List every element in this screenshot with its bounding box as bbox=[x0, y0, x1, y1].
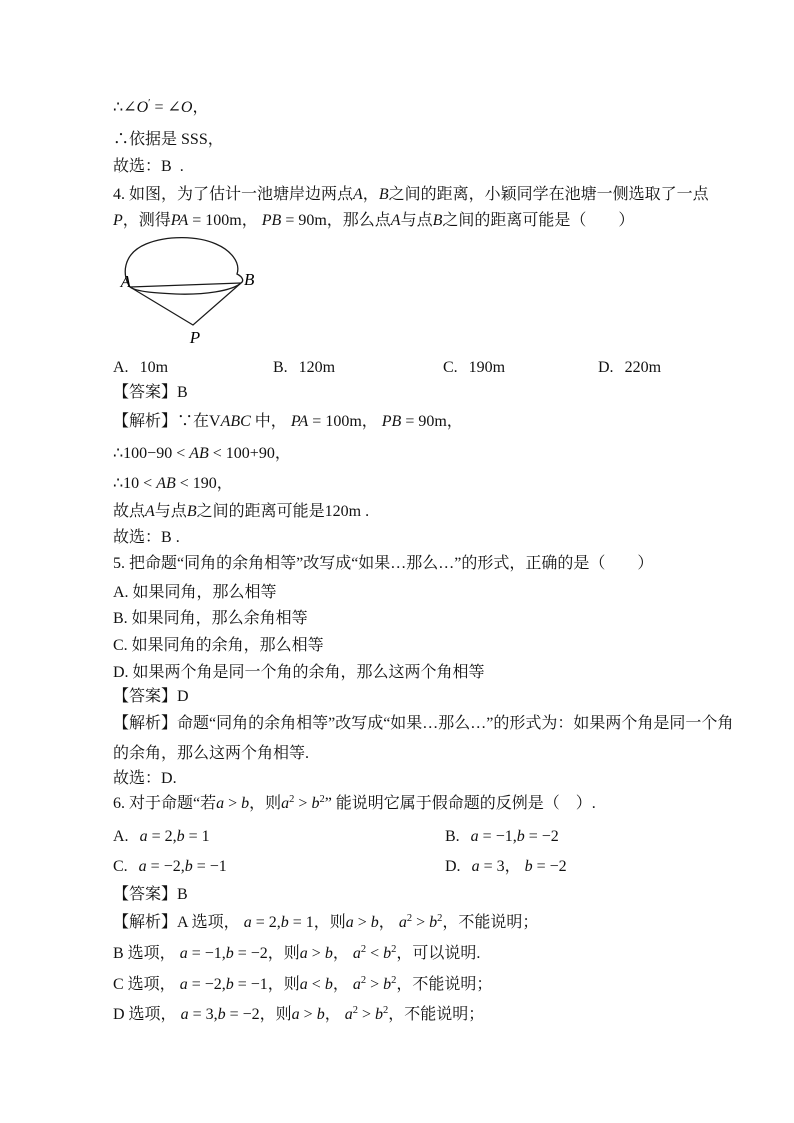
text-segment: b bbox=[225, 945, 234, 962]
text-segment: a bbox=[139, 828, 148, 845]
text-segment: ，测得 bbox=[122, 212, 171, 229]
text-segment: a bbox=[345, 914, 354, 931]
text-segment: PB bbox=[381, 413, 402, 430]
text-segment: ，则 bbox=[267, 945, 300, 962]
text-segment: 2 bbox=[352, 1005, 358, 1016]
text-segment: 2 bbox=[406, 913, 413, 924]
option-letter: D. bbox=[445, 858, 461, 875]
text-segment: b bbox=[370, 914, 379, 931]
text-segment: b bbox=[184, 858, 193, 875]
text-segment: ， bbox=[332, 976, 353, 993]
option-value bbox=[140, 828, 210, 845]
text-segment: 之间的距离可能是（ ） bbox=[442, 212, 635, 229]
option-value: 190m bbox=[468, 359, 506, 376]
text-segment: B bbox=[378, 186, 389, 203]
text-segment: D bbox=[161, 770, 173, 787]
text-segment: ，不能说明； bbox=[442, 914, 539, 931]
option-letter: A. bbox=[113, 359, 129, 376]
line-q4-analysis-3 bbox=[113, 473, 233, 495]
text-segment: < bbox=[307, 976, 325, 993]
text-segment: = −1 bbox=[192, 858, 227, 875]
text-segment: = −1, bbox=[478, 828, 517, 845]
text-segment: PA bbox=[290, 413, 309, 430]
line-q3-conclusion-angle bbox=[113, 97, 208, 121]
text-segment: 6. 对于命题“若 bbox=[113, 795, 217, 812]
text-segment: ，不能说明； bbox=[396, 976, 493, 993]
text-segment: 120m bbox=[324, 503, 362, 520]
text-segment: B bbox=[432, 212, 443, 229]
line-q5-analysis-2 bbox=[113, 743, 309, 765]
line-q5-choice bbox=[113, 768, 177, 790]
q4-option-c bbox=[443, 357, 505, 379]
option-letter: A. bbox=[113, 828, 129, 845]
text-segment: P bbox=[113, 212, 123, 229]
text-segment: b bbox=[217, 1006, 226, 1023]
text-segment: . bbox=[171, 529, 180, 546]
text-segment: > bbox=[307, 945, 325, 962]
text-segment: > bbox=[294, 795, 312, 812]
line-q4-answer bbox=[113, 382, 188, 404]
text-segment: ， bbox=[332, 945, 353, 962]
option-value: 220m bbox=[624, 359, 662, 376]
line-q6-analysis-d bbox=[113, 1004, 484, 1028]
line-q6-answer bbox=[113, 884, 188, 906]
text-segment: B bbox=[177, 886, 188, 903]
text-segment: < bbox=[366, 945, 384, 962]
text-segment: B bbox=[161, 529, 172, 546]
line-q5-option-d bbox=[113, 662, 485, 684]
text-segment: B bbox=[177, 384, 188, 401]
figure-label-a: A bbox=[120, 272, 131, 291]
text-segment: a bbox=[180, 1006, 189, 1023]
q6-option-b bbox=[445, 826, 559, 848]
text-segment: ，可以说明. bbox=[396, 945, 481, 962]
text-segment: ，不能说明； bbox=[388, 1006, 485, 1023]
option-value: 120m bbox=[298, 359, 336, 376]
text-segment: D 选项， bbox=[113, 1006, 181, 1023]
text-segment: 中， bbox=[250, 413, 291, 430]
text-segment: ，则 bbox=[249, 795, 282, 812]
text-segment: b bbox=[383, 945, 392, 962]
text-segment: a bbox=[243, 914, 252, 931]
text-segment: a bbox=[344, 1006, 353, 1023]
text-segment: = 1 bbox=[184, 828, 210, 845]
text-segment: ′ bbox=[148, 98, 151, 109]
text-segment: . bbox=[171, 158, 184, 175]
text-segment: > bbox=[357, 1006, 375, 1023]
text-segment: ， bbox=[192, 99, 209, 116]
text-segment: C 选项， bbox=[113, 976, 180, 993]
text-segment: ， bbox=[216, 475, 233, 492]
text-segment: = −1, bbox=[187, 945, 226, 962]
line-q4-choice bbox=[113, 527, 180, 549]
text-segment: a bbox=[299, 945, 308, 962]
text-segment: ， bbox=[274, 445, 291, 462]
text-segment: a bbox=[291, 1006, 300, 1023]
text-segment: = −2 bbox=[524, 828, 559, 845]
text-segment: 【答案】 bbox=[113, 886, 178, 903]
text-segment: ， bbox=[446, 413, 463, 430]
q6-option-c bbox=[113, 856, 227, 878]
q4-option-d bbox=[598, 357, 661, 379]
text-segment: 2 bbox=[360, 975, 367, 986]
figure-label-p: P bbox=[189, 328, 201, 347]
option-value bbox=[472, 858, 567, 875]
text-segment: b bbox=[516, 828, 525, 845]
text-segment: a bbox=[470, 828, 479, 845]
text-segment: b bbox=[176, 828, 185, 845]
text-segment: = ∠ bbox=[150, 99, 181, 116]
text-segment: ∴∠ bbox=[113, 99, 137, 116]
text-segment: a bbox=[281, 795, 290, 812]
option-letter: D. bbox=[598, 359, 614, 376]
text-segment: 与点 bbox=[154, 503, 187, 520]
line-q4-analysis-4 bbox=[113, 501, 369, 523]
text-segment: 4. 如图，为了估计一池塘岸边两点 bbox=[113, 186, 354, 203]
text-segment: a bbox=[398, 914, 407, 931]
text-segment: 故点 bbox=[113, 503, 146, 520]
text-segment: 故选： bbox=[113, 529, 162, 546]
line-q3-choice bbox=[113, 156, 184, 178]
text-segment: 2 bbox=[391, 975, 397, 986]
line-q4-analysis-2 bbox=[113, 443, 291, 465]
text-segment: B bbox=[161, 158, 172, 175]
text-segment: = 100m bbox=[308, 413, 362, 430]
text-segment: 故选： bbox=[113, 158, 162, 175]
text-segment: ， bbox=[362, 186, 379, 203]
line-q4-stem-1 bbox=[113, 184, 709, 206]
text-segment: A bbox=[390, 212, 401, 229]
text-segment: = −2 bbox=[532, 858, 567, 875]
text-segment: a bbox=[179, 976, 188, 993]
text-segment: ，则 bbox=[259, 1006, 292, 1023]
option-letter: C. bbox=[113, 858, 128, 875]
text-segment: < 100+90 bbox=[208, 445, 275, 462]
line-q3-conclusion-basis bbox=[113, 129, 224, 151]
text-segment: ， bbox=[324, 1006, 345, 1023]
text-segment: > bbox=[366, 976, 384, 993]
text-segment: 之间的距离，小颖同学在池塘一侧选取了一点 bbox=[388, 186, 709, 203]
text-segment: b bbox=[311, 795, 320, 812]
option-letter: B. bbox=[445, 828, 460, 845]
text-segment: 【答案】 bbox=[113, 384, 178, 401]
text-segment: D bbox=[177, 688, 189, 705]
line-q5-option-b bbox=[113, 608, 308, 630]
text-segment: ，则 bbox=[267, 976, 300, 993]
q6-option-a bbox=[113, 826, 210, 848]
text-segment: = 2, bbox=[251, 914, 281, 931]
text-segment: ∴依据是 bbox=[113, 131, 182, 148]
text-segment: AB bbox=[189, 445, 209, 462]
line-q6-analysis-b bbox=[113, 943, 480, 967]
text-segment: b bbox=[524, 858, 533, 875]
text-segment: 2 bbox=[391, 944, 397, 955]
text-segment: = −2, bbox=[187, 976, 226, 993]
text-segment: 2 bbox=[360, 944, 367, 955]
line-q6-analysis-a bbox=[113, 912, 538, 936]
line-q4-analysis-1 bbox=[113, 411, 463, 433]
text-segment: ABC bbox=[220, 413, 251, 430]
line-q5-stem bbox=[113, 553, 653, 575]
text-segment: b bbox=[280, 914, 289, 931]
line-q5-option-c bbox=[113, 635, 324, 657]
text-segment: ， bbox=[241, 212, 262, 229]
text-segment: 2 bbox=[437, 913, 443, 924]
q4-option-b bbox=[273, 357, 335, 379]
text-segment: a bbox=[299, 976, 308, 993]
text-segment: 5. 把命题“同角的余角相等”改写成“如果…那么…”的形式，正确的是（ ） bbox=[113, 555, 654, 572]
text-segment: a bbox=[138, 858, 147, 875]
line-q4-stem-2 bbox=[113, 210, 634, 232]
text-segment: A. 如果同角，那么相等 bbox=[113, 584, 277, 601]
text-segment: = −1 bbox=[233, 976, 268, 993]
line-q5-answer bbox=[113, 686, 189, 708]
text-segment: a bbox=[216, 795, 225, 812]
text-segment: 【答案】 bbox=[113, 688, 178, 705]
line-q6-stem bbox=[113, 793, 596, 817]
text-segment: B 选项， bbox=[113, 945, 180, 962]
text-segment: PA bbox=[170, 212, 189, 229]
text-segment: = −2 bbox=[225, 1006, 260, 1023]
text-segment: 与点 bbox=[400, 212, 433, 229]
text-segment: = 1 bbox=[288, 914, 314, 931]
text-segment: = 3， bbox=[479, 858, 525, 875]
text-segment: SSS bbox=[181, 131, 208, 148]
text-segment: = 90m bbox=[281, 212, 327, 229]
line-q6-analysis-c bbox=[113, 974, 492, 998]
text-segment: a bbox=[179, 945, 188, 962]
q4-option-a bbox=[113, 357, 168, 379]
text-segment: > bbox=[412, 914, 430, 931]
text-segment: > bbox=[224, 795, 242, 812]
option-letter: C. bbox=[443, 359, 458, 376]
text-segment: b bbox=[383, 976, 392, 993]
text-segment: A bbox=[353, 186, 363, 203]
text-segment: PB bbox=[261, 212, 282, 229]
text-segment: ， bbox=[361, 413, 382, 430]
text-segment: = −2, bbox=[146, 858, 185, 875]
text-segment: O bbox=[136, 99, 149, 116]
text-segment: b bbox=[225, 976, 234, 993]
text-segment: = 90m bbox=[401, 413, 447, 430]
text-segment: B bbox=[186, 503, 197, 520]
text-segment: b bbox=[374, 1006, 383, 1023]
text-segment: = 100m bbox=[188, 212, 242, 229]
option-value bbox=[139, 858, 227, 875]
figure-label-b: B bbox=[244, 270, 255, 289]
measure-triangle-lines bbox=[130, 283, 241, 325]
text-segment: 2 bbox=[382, 1005, 389, 1016]
text-segment: ， bbox=[378, 914, 399, 931]
line-q5-analysis-1 bbox=[113, 713, 733, 735]
text-segment: ，那么点 bbox=[326, 212, 391, 229]
text-segment: 【解析】A 选项， bbox=[113, 914, 244, 931]
text-segment: ， bbox=[207, 131, 224, 148]
text-segment: 【解析】∵在 bbox=[113, 413, 210, 430]
text-segment: = 2, bbox=[147, 828, 177, 845]
text-segment: ∴10 < bbox=[113, 475, 157, 492]
text-segment: b bbox=[429, 914, 438, 931]
text-segment: 【解析】命题“同角的余角相等”改写成“如果…那么…”的形式为：如果两个角是同一个角 bbox=[113, 715, 734, 732]
text-segment: ” 能说明它属于假命题的反例是（ ）. bbox=[324, 795, 596, 812]
line-q5-option-a bbox=[113, 582, 277, 604]
text-segment: O bbox=[180, 99, 193, 116]
text-segment: V bbox=[209, 413, 221, 430]
text-segment: < 190 bbox=[175, 475, 217, 492]
text-segment: a bbox=[471, 858, 480, 875]
option-value: 10m bbox=[139, 359, 169, 376]
text-segment: ∴100−90 < bbox=[113, 445, 190, 462]
text-segment: = 3, bbox=[188, 1006, 218, 1023]
pond-figure bbox=[100, 236, 260, 348]
text-segment: 2 bbox=[319, 794, 325, 805]
pond-outline bbox=[125, 238, 242, 295]
text-segment: AB bbox=[156, 475, 176, 492]
text-segment: B. 如果同角，那么余角相等 bbox=[113, 610, 308, 627]
text-segment: b bbox=[316, 1006, 325, 1023]
text-segment: A bbox=[145, 503, 155, 520]
text-segment: C. 如果同角的余角，那么相等 bbox=[113, 637, 324, 654]
q6-option-d bbox=[445, 856, 567, 878]
text-segment: = −2 bbox=[233, 945, 268, 962]
text-segment: 2 bbox=[289, 794, 295, 805]
text-segment: 的余角，那么这两个角相等. bbox=[113, 745, 310, 762]
text-segment: 故选： bbox=[113, 770, 162, 787]
text-segment: > bbox=[353, 914, 371, 931]
option-value bbox=[471, 828, 559, 845]
text-segment: b bbox=[241, 795, 250, 812]
text-segment: 之间的距离可能是 bbox=[196, 503, 325, 520]
text-segment: . bbox=[172, 770, 177, 787]
text-segment: ，则 bbox=[313, 914, 346, 931]
text-segment: > bbox=[299, 1006, 317, 1023]
text-segment: b bbox=[324, 976, 333, 993]
text-segment: b bbox=[324, 945, 333, 962]
option-letter: B. bbox=[273, 359, 288, 376]
text-segment: . bbox=[361, 503, 370, 520]
text-segment: D. 如果两个角是同一个角的余角，那么这两个角相等 bbox=[113, 664, 485, 681]
text-segment: a bbox=[352, 976, 361, 993]
text-segment: a bbox=[352, 945, 361, 962]
